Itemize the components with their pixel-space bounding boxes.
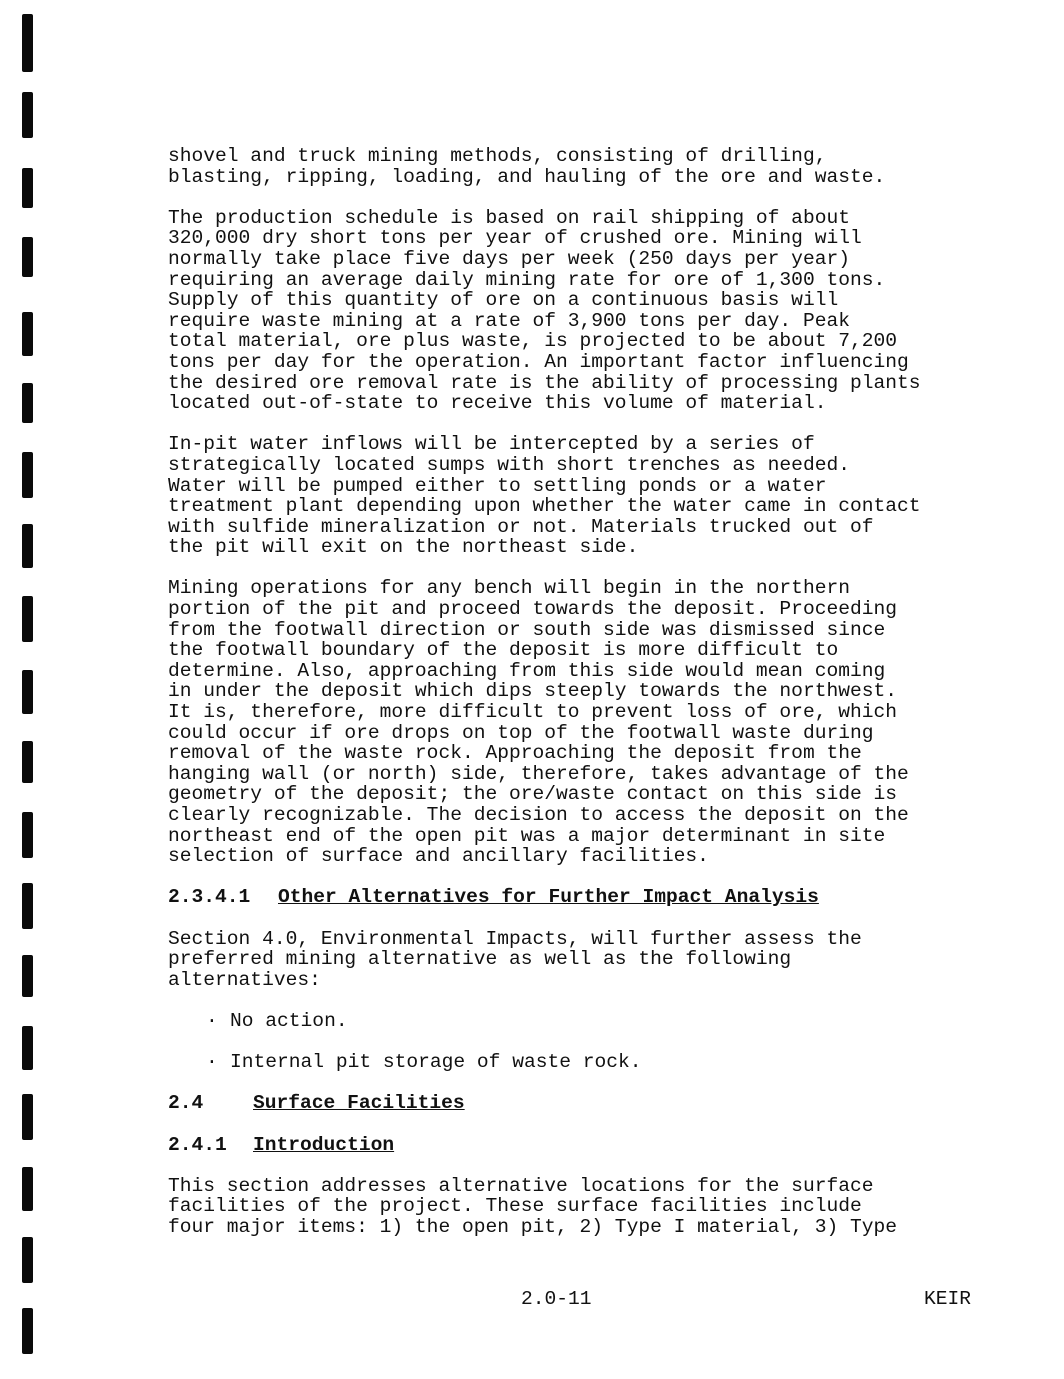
paragraph-mining-methods: shovel and truck mining methods, consisting of drilling, blasting, ripping, loading, and hauling of the ore and waste. (168, 145, 886, 188)
section-number: 2.4.1 (168, 1133, 227, 1156)
list-item-text: Internal pit storage of waste rock. (230, 1051, 642, 1074)
paragraph-mining-operations: Mining operations for any bench will begin in the northern portion of the pit and proceed towards the deposit. Proceeding from the footwall direction or south side was dismissed since the footwall boundary of the deposit is more difficult to determine. Also, approaching from this side would mean coming in under the deposit which dips steeply towards the northwest. It is, therefore, more difficult to prevent loss of ore, which could occur if ore drops on top of the footwall waste during removal of the waste rock. Approaching the deposit from the hanging wall (or north) side, therefore, takes advantage of the geometry of the deposit; the ore/waste contact on this side is clearly recognizable. The decision to access the deposit on the northeast end of the open pit was a major determinant in site selection of surface and ancillary facilities. (168, 577, 909, 868)
binding-hole-mark (22, 312, 33, 356)
binding-hole-mark (22, 237, 33, 277)
binding-hole-mark (22, 168, 33, 208)
binding-hole-mark (22, 92, 33, 138)
paragraph-production-schedule: The production schedule is based on rail shipping of about 320,000 dry short tons per year of crushed ore. Mining will normally take place five days per week (250 days per year) requiring an average daily mining rate for ore of 1,300 tons. Supply of this quantity of ore on a continuous basis will require waste mining at a rate of 3,900 tons per day. Peak total material, ore plus waste, is projected to be about 7,200 tons per day for the operation. An important factor influencing the desired ore removal rate is the ability of processing plants located out-of-state to receive this volume of material. (168, 206, 921, 415)
binding-hole-mark (22, 670, 33, 714)
binding-hole-mark (22, 883, 33, 929)
binding-hole-mark (22, 1167, 33, 1211)
binding-hole-mark (22, 452, 33, 498)
paragraph-introduction: This section addresses alternative locations for the surface facilities of the project. These surface facilities include four major items: 1) the open pit, 2) Type I material, 3) Type (168, 1174, 898, 1238)
binding-hole-mark (22, 14, 33, 72)
heading-2-4-1 (168, 1135, 998, 1156)
bullet-icon: · (206, 1009, 218, 1032)
section-title: Other Alternatives for Further Impact Analysis (278, 886, 819, 909)
binding-hole-mark (22, 741, 33, 783)
heading-2-3-4-1 (168, 887, 998, 908)
list-item (206, 1011, 998, 1032)
document-page (168, 146, 998, 1258)
page-number: 2.0-11 (521, 1288, 592, 1310)
paragraph-water-inflows: In-pit water inflows will be intercepted by a series of strategically located sumps with short trenches as needed. Water will be pumped either to settling ponds or a water treatment plant depending upon whether the water came in contact with sulfide mineralization or not. Materials trucked out of the pit will exit on the northeast side. (168, 433, 921, 559)
section-number: 2.4 (168, 1092, 204, 1115)
binding-hole-mark (22, 812, 33, 858)
binding-hole-mark (22, 596, 33, 642)
section-title: Introduction (253, 1133, 395, 1156)
binding-hole-mark (22, 955, 33, 997)
binding-hole-mark (22, 524, 33, 568)
binding-hole-mark (22, 1308, 33, 1354)
list-item-text: No action. (230, 1009, 348, 1032)
binding-hole-mark (22, 383, 33, 423)
section-number: 2.3.4.1 (168, 886, 251, 909)
alternatives-list (168, 1011, 998, 1073)
section-title: Surface Facilities (253, 1092, 465, 1115)
binding-hole-mark (22, 1237, 33, 1283)
binding-hole-mark (22, 1026, 33, 1070)
bullet-icon: · (206, 1051, 218, 1074)
binding-hole-mark (22, 1094, 33, 1140)
paragraph-other-alternatives: Section 4.0, Environmental Impacts, will further assess the preferred mining alternative as well as the following alternatives: (168, 927, 862, 991)
heading-2-4 (168, 1093, 998, 1114)
document-code: KEIR (924, 1288, 972, 1310)
list-item (206, 1052, 998, 1073)
